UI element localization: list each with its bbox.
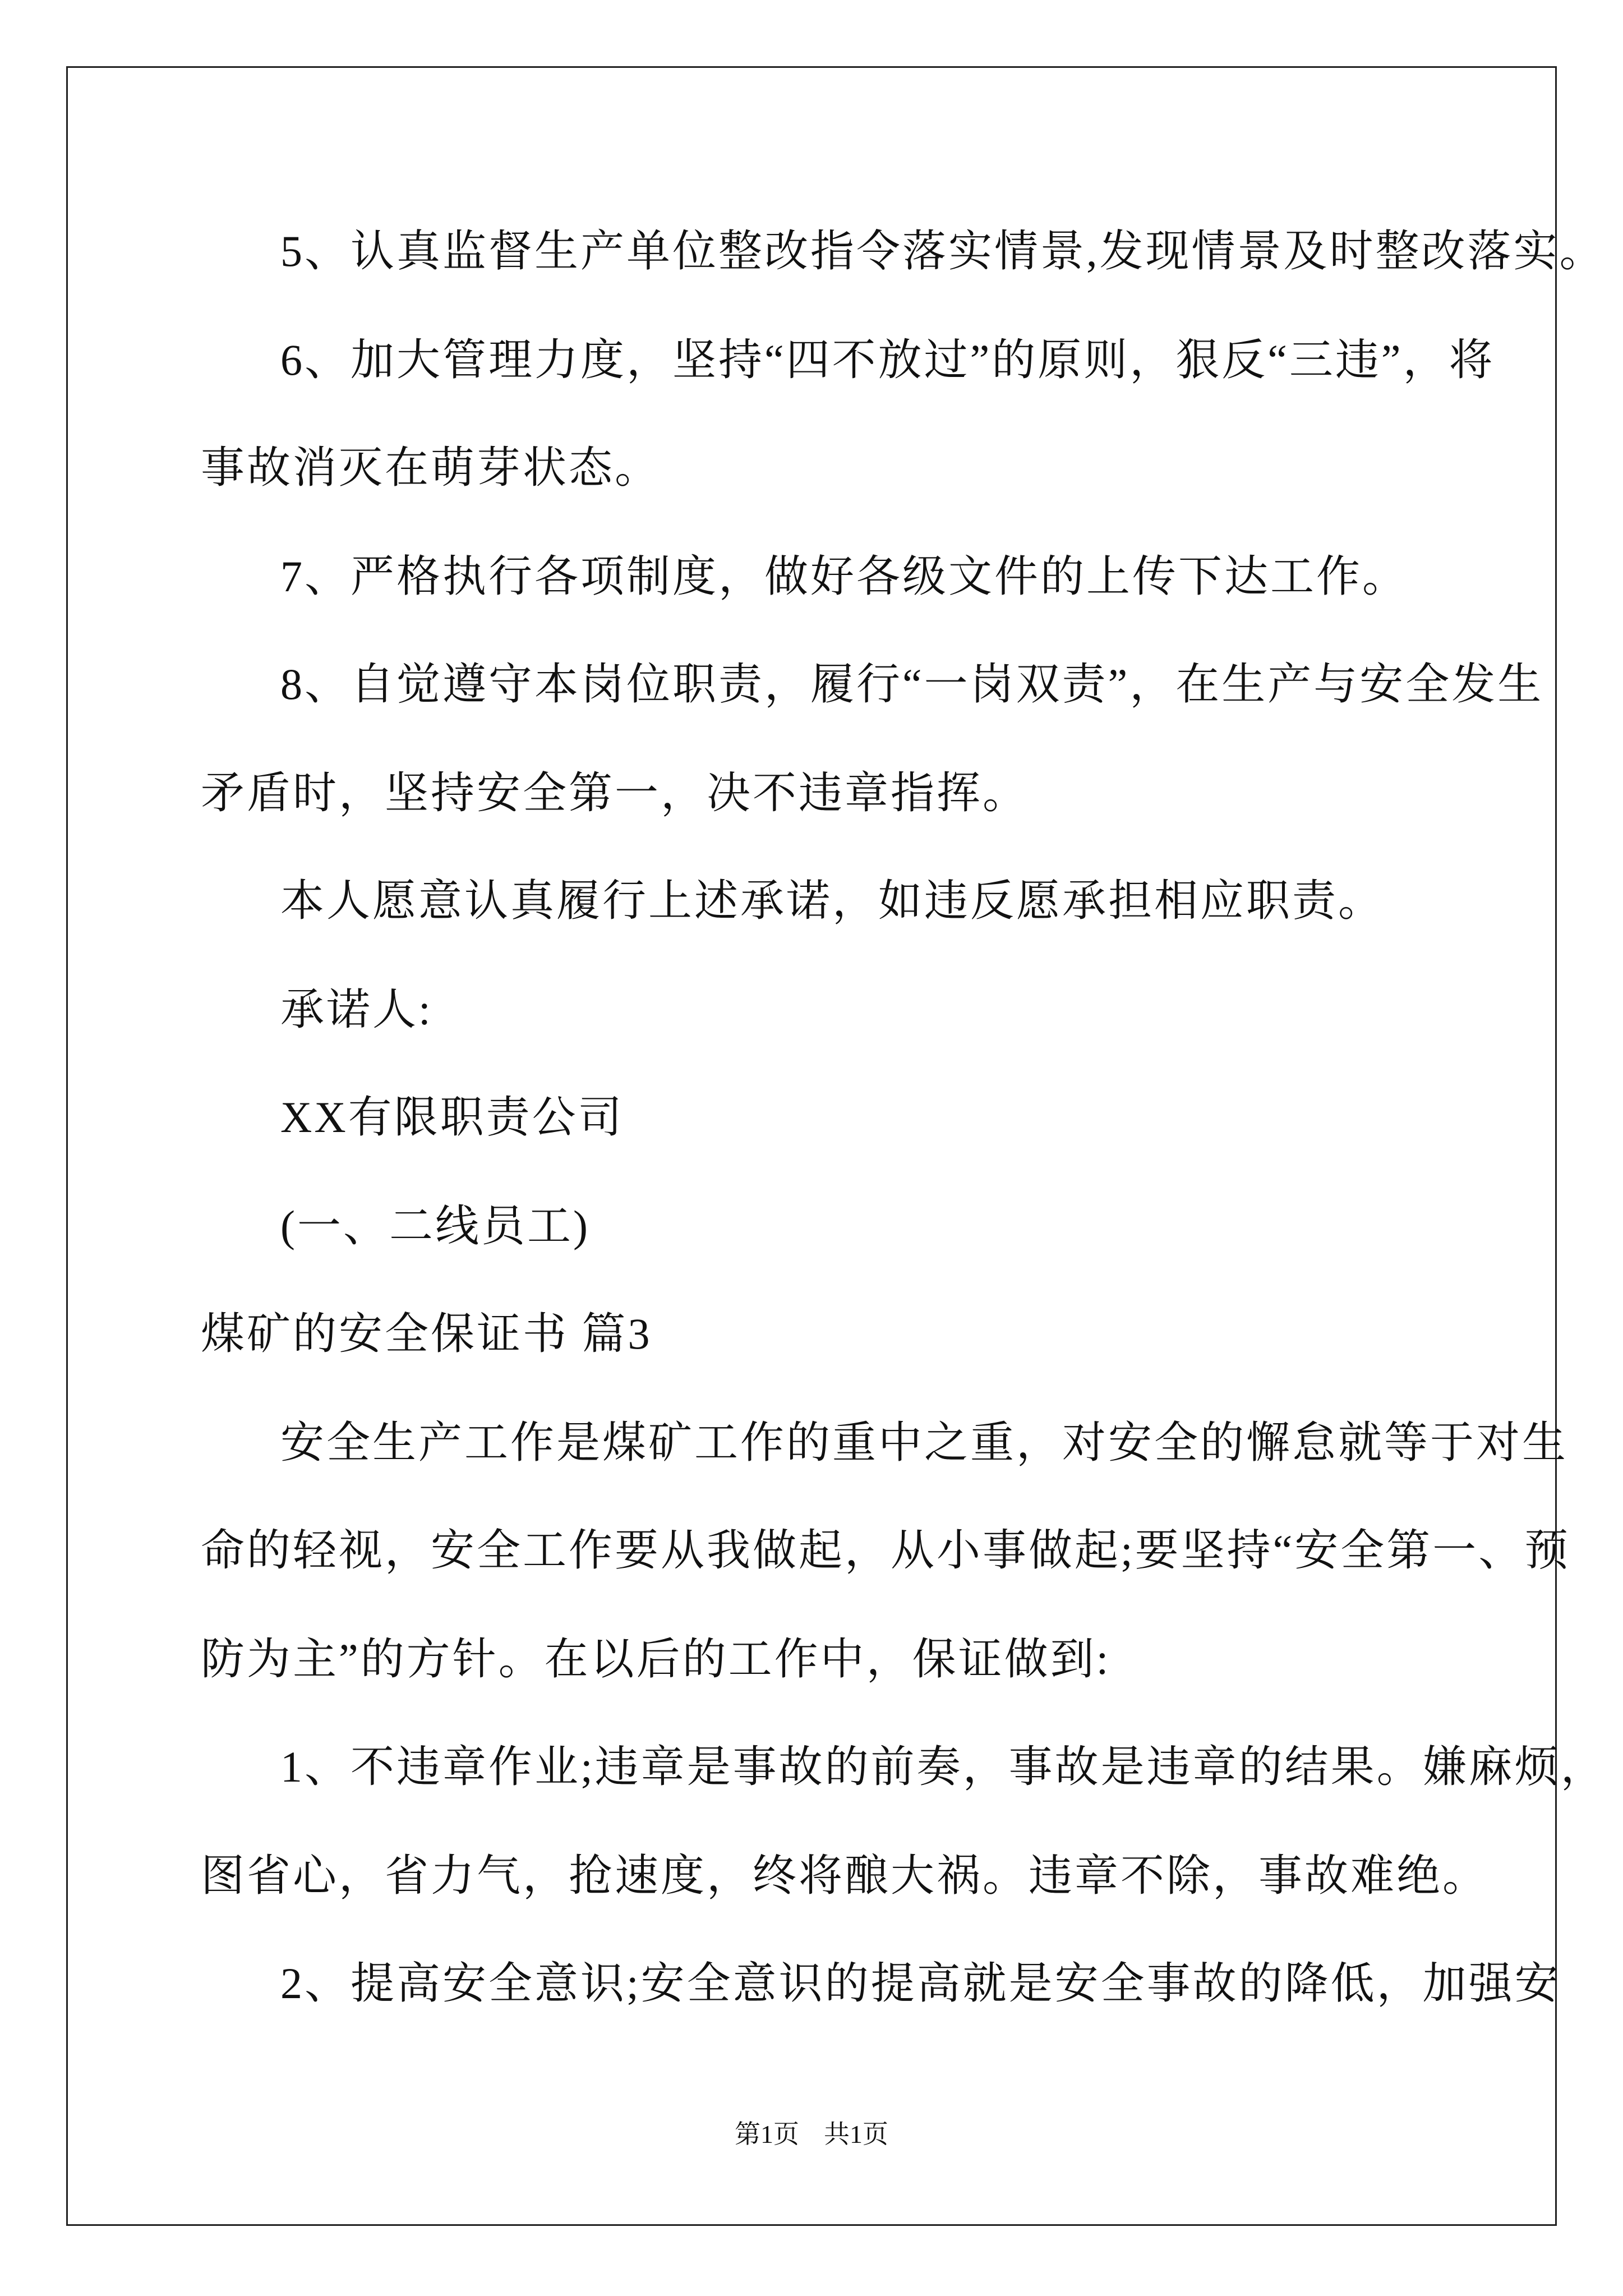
section-heading: 煤矿的安全保证书 篇3 [201, 1309, 652, 1358]
page-number: 第1页 [735, 2120, 799, 2148]
intro-line-1: 安全生产工作是煤矿工作的重中之重，对安全的懈怠就等于对生 [280, 1418, 1569, 1467]
page-total: 共1页 [824, 2120, 888, 2148]
paragraph-6-line-2: 事故消灭在萌芽状态。 [201, 443, 661, 492]
company-name: XX有限职责公司 [280, 1093, 624, 1142]
staff-note: (一、二线员工) [280, 1202, 590, 1250]
paragraph-8-line-2: 矛盾时，坚持安全第一，决不违章指挥。 [201, 769, 1029, 817]
intro-line-3: 防为主”的方针。在以后的工作中，保证做到: [201, 1635, 1111, 1683]
page-footer [0, 2118, 1623, 2151]
item-2-line-1: 2、提高安全意识;安全意识的提高就是安全事故的降低，加强安 [280, 1959, 1561, 2008]
pledge-statement: 本人愿意认真履行上述承诺，如违反愿承担相应职责。 [280, 876, 1385, 925]
paragraph-5-line-1: 5、认真监督生产单位整改指令落实情景,发现情景及时整改落实。 [280, 227, 1606, 275]
paragraph-7-line-1: 7、严格执行各项制度，做好各级文件的上传下达工作。 [280, 552, 1409, 601]
item-1-line-1: 1、不违章作业;违章是事故的前奏，事故是违章的结果。嫌麻烦， [280, 1742, 1607, 1791]
item-1-line-2: 图省心，省力气，抢速度，终将酿大祸。违章不除，事故难绝。 [201, 1851, 1489, 1900]
paragraph-8-line-1: 8、自觉遵守本岗位职责，履行“一岗双责”，在生产与安全发生 [280, 660, 1544, 708]
intro-line-2: 命的轻视，安全工作要从我做起，从小事做起;要坚持“安全第一、预 [201, 1526, 1571, 1575]
paragraph-6-line-1: 6、加大管理力度，坚持“四不放过”的原则，狠反“三违”，将 [280, 335, 1495, 384]
promisor-label: 承诺人: [280, 985, 433, 1034]
